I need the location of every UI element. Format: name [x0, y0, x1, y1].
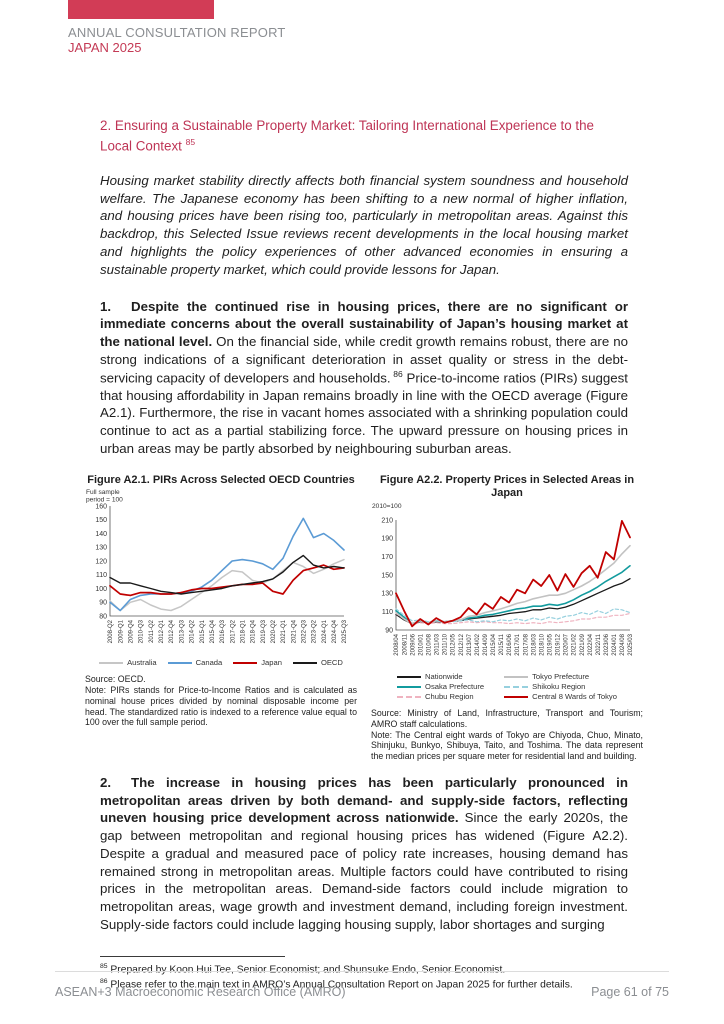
svg-text:150: 150: [95, 517, 107, 525]
svg-text:2015-Q1: 2015-Q1: [199, 620, 206, 644]
legend-label: Tokyo Prefecture: [532, 672, 590, 682]
svg-text:period = 100: period = 100: [86, 496, 123, 504]
pir-line-chart: [85, 488, 357, 660]
paragraph-1-body-b: Price-to-income ratios (PIRs) suggest that housing affordability in Japan remains broadly in line with the OECD average (Figure A2.1). Furthermore, the rise in vacant homes associated with a shrinking population could continue to act as a partial stabilizing force. The upward pressure on housing prices in urban areas may be partly absorbed by neighbouring suburban areas.: [100, 369, 628, 456]
svg-text:2010/08: 2010/08: [426, 634, 433, 656]
svg-text:2024-Q1: 2024-Q1: [321, 620, 328, 644]
figure-a21: [85, 474, 357, 762]
legend-line-swatch: [504, 676, 528, 678]
footnote-85-text: Prepared by Koon Hui Tee, Senior Economist; and Shunsuke Endo, Senior Economist.: [107, 964, 506, 975]
svg-text:2009-Q4: 2009-Q4: [128, 620, 135, 644]
svg-text:2022-Q3: 2022-Q3: [301, 620, 308, 644]
svg-text:2017-Q2: 2017-Q2: [230, 620, 237, 644]
svg-text:2008/11: 2008/11: [402, 634, 409, 656]
paragraph-2-lead: 2. The increase in housing prices has been particularly pronounced in metropolitan areas driven by both demand- and supply-side factors, reflecting uneven housing price development across nationwide.: [100, 774, 628, 826]
legend-line-swatch: [168, 662, 192, 664]
svg-text:140: 140: [95, 531, 107, 539]
svg-text:2022/04: 2022/04: [587, 634, 594, 656]
svg-text:90: 90: [385, 627, 393, 635]
svg-text:2021-Q1: 2021-Q1: [281, 620, 288, 644]
svg-text:2020-Q2: 2020-Q2: [270, 620, 277, 644]
page-footer: [55, 971, 669, 999]
section-heading: [100, 116, 628, 157]
legend-line-swatch: [504, 696, 528, 698]
svg-text:2021/09: 2021/09: [579, 634, 586, 656]
footnote-ref-86: 86: [393, 368, 403, 379]
svg-text:2015/04: 2015/04: [491, 634, 498, 656]
svg-text:120: 120: [95, 558, 107, 566]
svg-text:2013-Q3: 2013-Q3: [179, 620, 186, 644]
svg-text:2015/11: 2015/11: [499, 634, 506, 656]
legend-label: Nationwide: [425, 672, 463, 682]
brand-accent-bar: [68, 0, 214, 19]
figure-a22-note: [371, 708, 643, 762]
svg-text:110: 110: [381, 609, 393, 617]
svg-text:2021/02: 2021/02: [571, 634, 578, 656]
legend-label: Canada: [195, 658, 223, 668]
figure-a21-note-text: Note: PIRs stands for Price-to-Income Ratios and is calculated as nominal house prices divided by nominal disposable income per head. The standardized ratio is indexed to a reference value equal to 100 over the full sample period.: [85, 685, 357, 728]
paragraph-1-body-a: On the financial side, while credit growth remains robust, there are no strong indications of a significant deterioration in asset quality or stress in the debt-servicing capacity of developers and households.: [100, 334, 628, 385]
legend-label: Japan: [261, 658, 282, 668]
figure-a22-note-text: Note: The Central eight wards of Tokyo are Chiyoda, Chuo, Minato, Shinjuku, Bunkyo, Shibuya, Taito, and Toshima. The data represent the median prices per square meter for residential land and building.: [371, 729, 643, 762]
footnote-divider: [100, 956, 285, 957]
svg-text:150: 150: [381, 572, 393, 580]
svg-text:2016-Q3: 2016-Q3: [220, 620, 227, 644]
svg-text:2017/01: 2017/01: [515, 634, 522, 656]
legend-item: [168, 658, 223, 667]
svg-text:2010/01: 2010/01: [418, 634, 425, 656]
footer-page-number: Page 61 of 75: [591, 985, 669, 999]
footnote-86-ref: 86: [100, 977, 108, 985]
svg-text:210: 210: [381, 517, 393, 525]
heading-footnote-ref: 85: [185, 137, 196, 148]
footnote-86-text: Please refer to the main text in AMRO’s Annual Consultation Report on Japan 2025 for further details.: [107, 979, 573, 991]
figure-a21-legend: [85, 658, 357, 667]
svg-text:170: 170: [381, 554, 393, 562]
svg-text:2017/08: 2017/08: [523, 634, 530, 656]
svg-text:2019/12: 2019/12: [555, 634, 562, 656]
legend-item: [233, 658, 282, 667]
paragraph-1: [100, 298, 628, 458]
figure-a21-source: Source: OECD.: [85, 674, 146, 685]
figure-a22-source: Source: Ministry of Land, Infrastructure, Transport and Tourism; AMRO staff calculations.: [371, 708, 643, 729]
svg-text:190: 190: [381, 535, 393, 543]
svg-text:2025/03: 2025/03: [628, 634, 635, 656]
svg-text:130: 130: [381, 590, 393, 598]
svg-text:2011/10: 2011/10: [442, 634, 449, 656]
svg-text:2012/05: 2012/05: [450, 634, 457, 656]
svg-text:2010-Q3: 2010-Q3: [138, 620, 145, 644]
svg-text:2012/12: 2012/12: [458, 634, 465, 656]
legend-item: [397, 692, 484, 701]
paragraph-1-lead: 1. Despite the continued rise in housing prices, there are no significant or immediate concerns about the overall sustainability of Japan’s housing market at the national level.: [100, 298, 628, 350]
svg-text:2018-Q4: 2018-Q4: [250, 620, 257, 644]
legend-item: [504, 672, 617, 681]
svg-text:2008/04: 2008/04: [394, 634, 401, 656]
abstract-paragraph: Housing market stability directly affects both financial system soundness and household welfare. The Japanese economy has been shifting to a new normal of higher inflation, and housing prices have been rising too, particularly in metropolitan areas. Against this backdrop, this Selected Issue reviews recent developments in the local housing market and highlights the policy experiences of other advanced economies in ensuring a sustainable property market, which could provide lessons for Japan.: [100, 172, 628, 277]
paragraph-2: [100, 774, 628, 934]
svg-text:110: 110: [95, 572, 107, 580]
legend-item: [293, 658, 343, 667]
svg-text:90: 90: [99, 600, 107, 608]
legend-line-swatch: [397, 686, 421, 688]
property-price-line-chart: [371, 502, 643, 674]
svg-text:2009/06: 2009/06: [410, 634, 417, 656]
legend-line-swatch: [397, 676, 421, 678]
footnote-85-ref: 85: [100, 962, 108, 970]
svg-text:2024-Q4: 2024-Q4: [332, 620, 339, 644]
svg-text:2016/06: 2016/06: [507, 634, 514, 656]
svg-text:Full sample: Full sample: [86, 489, 120, 497]
svg-text:2021-Q4: 2021-Q4: [291, 620, 298, 644]
legend-label: Australia: [127, 658, 157, 668]
legend-label: Central 8 Wards of Tokyo: [532, 692, 617, 702]
svg-text:2009-Q1: 2009-Q1: [118, 620, 125, 644]
svg-text:2010=100: 2010=100: [372, 503, 402, 511]
figure-a22-title: Figure A2.2. Property Prices in Selected Areas in Japan: [379, 473, 635, 500]
legend-label: Shikoku Region: [532, 682, 586, 692]
legend-line-swatch: [233, 662, 257, 664]
svg-text:2022/11: 2022/11: [595, 634, 602, 656]
svg-text:160: 160: [95, 503, 107, 511]
svg-text:100: 100: [95, 586, 107, 594]
svg-text:2019/05: 2019/05: [547, 634, 554, 656]
figures-row: [85, 474, 643, 762]
svg-text:2014/09: 2014/09: [482, 634, 489, 656]
legend-item: [99, 658, 157, 667]
legend-label: Osaka Prefecture: [425, 682, 485, 692]
figure-a21-note: [85, 674, 357, 728]
svg-text:2011/03: 2011/03: [434, 634, 441, 656]
svg-text:2023/06: 2023/06: [603, 634, 610, 656]
legend-item: [397, 672, 484, 681]
svg-text:130: 130: [95, 545, 107, 553]
legend-label: OECD: [320, 658, 343, 668]
footer-organization: ASEAN+3 Macroeconomic Research Office (AMRO): [55, 985, 346, 999]
svg-text:2014/02: 2014/02: [474, 634, 481, 656]
section-heading-text: 2. Ensuring a Sustainable Property Market: Tailoring International Experience to the Local Context: [100, 118, 595, 154]
paragraph-2-body: Since the early 2020s, the gap between metropolitan and regional housing prices has widened (Figure A2.2). Despite a gradual and measured pace of policy rate increases, housing demand has remained strong in metropolitan areas. Multiple factors could have contributed to rising prices in the metropolitan areas. Demand-side factors could include migration to metropolitan areas, wage growth and investment demand, including foreign investment. Supply-side factors could include lagging housing supply, labor shortages and surging: [100, 810, 629, 932]
legend-item: [504, 692, 617, 701]
svg-text:2020/07: 2020/07: [563, 634, 570, 656]
svg-text:80: 80: [99, 613, 107, 621]
legend-item: [504, 682, 617, 691]
legend-line-swatch: [293, 662, 317, 664]
legend-label: Chubu Region: [425, 692, 474, 702]
report-subtitle: JAPAN 2025: [68, 40, 142, 55]
svg-text:2015-Q4: 2015-Q4: [209, 620, 216, 644]
svg-text:2023-Q2: 2023-Q2: [311, 620, 318, 644]
svg-text:2024/01: 2024/01: [612, 634, 619, 656]
svg-text:2019-Q3: 2019-Q3: [260, 620, 267, 644]
svg-text:2013/07: 2013/07: [466, 634, 473, 656]
svg-text:2018/10: 2018/10: [539, 634, 546, 656]
legend-line-swatch: [397, 696, 421, 698]
svg-text:2025-Q3: 2025-Q3: [342, 620, 349, 644]
svg-text:2018-Q1: 2018-Q1: [240, 620, 247, 644]
svg-text:2011-Q2: 2011-Q2: [148, 620, 155, 644]
figure-a22: [371, 474, 643, 762]
legend-line-swatch: [99, 662, 123, 664]
content-column: [85, 116, 643, 992]
legend-item: [397, 682, 484, 691]
report-title: ANNUAL CONSULTATION REPORT: [68, 25, 286, 40]
figure-a22-legend: [371, 672, 643, 701]
svg-text:2012-Q4: 2012-Q4: [169, 620, 176, 644]
svg-text:2008-Q2: 2008-Q2: [108, 620, 115, 644]
legend-line-swatch: [504, 686, 528, 688]
svg-text:2024/08: 2024/08: [620, 634, 627, 656]
svg-text:2014-Q2: 2014-Q2: [189, 620, 196, 644]
figure-a21-title: Figure A2.1. PIRs Across Selected OECD Countries: [87, 473, 355, 486]
svg-text:2018/03: 2018/03: [531, 634, 538, 656]
page-header: [68, 0, 286, 55]
svg-text:2012-Q1: 2012-Q1: [159, 620, 166, 644]
